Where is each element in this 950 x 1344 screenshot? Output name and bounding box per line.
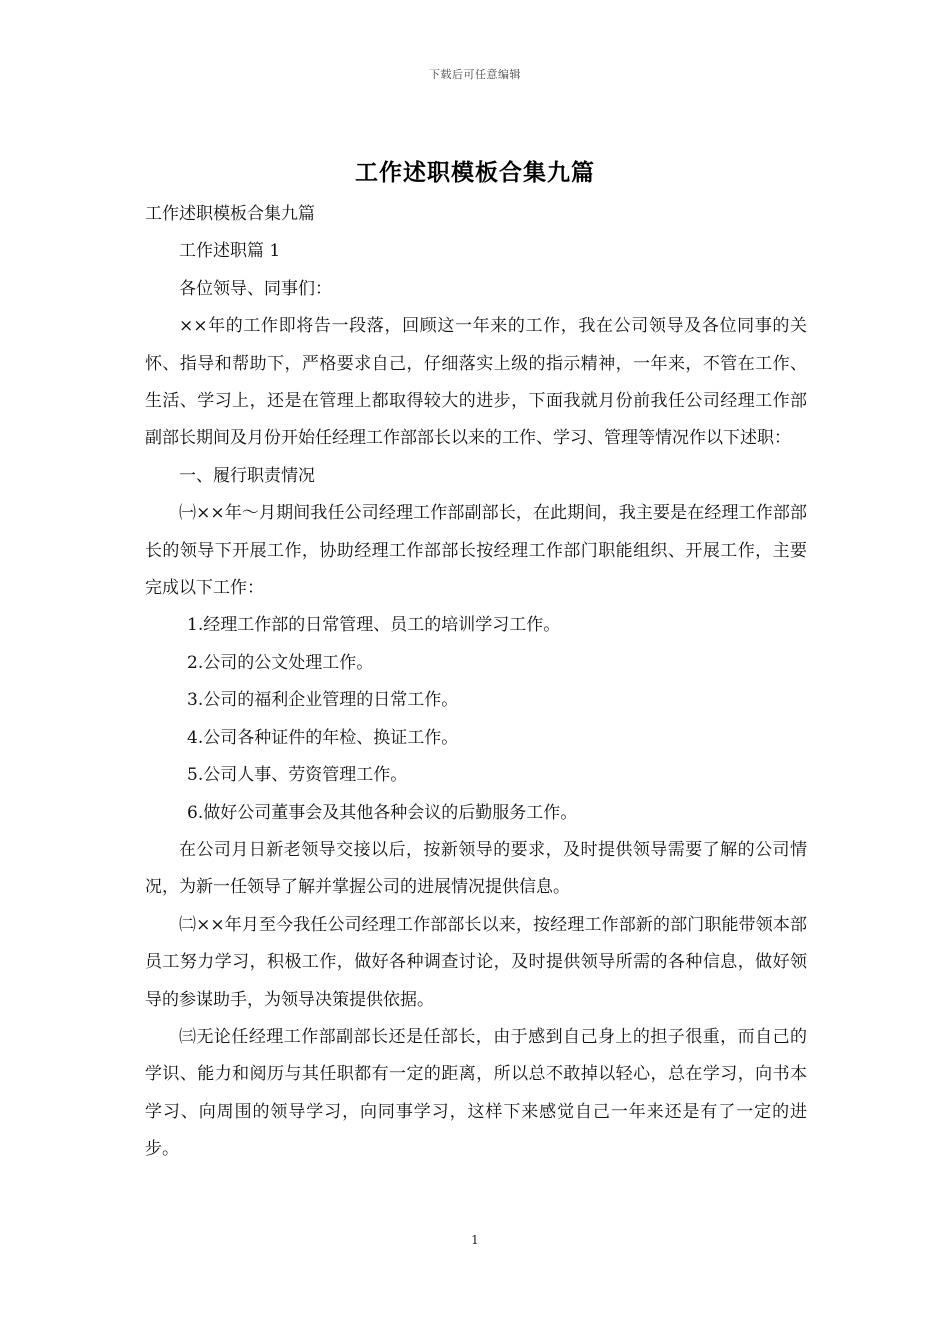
list-item: 4.公司各种证件的年检、换证工作。 bbox=[187, 727, 459, 748]
header-note: 下载后可任意编辑 bbox=[429, 68, 521, 81]
body-paragraph: 工作述职模板合集九篇 bbox=[145, 204, 315, 224]
body-paragraph: 工作述职篇 1 bbox=[179, 241, 281, 262]
page-number: 1 bbox=[471, 1233, 479, 1247]
body-paragraph: 各位领导、同事们： bbox=[179, 278, 332, 299]
list-item: 3.公司的福利企业管理的日常工作。 bbox=[187, 690, 459, 711]
body-paragraph: ㈠××年～月期间我任公司经理工作部副部长，在此期间，我主要是在经理工作部部长的领导下开展工作，协助经理工作部部长按经理工作部门职能组织、开展工作，主要完成以下工作： bbox=[145, 503, 807, 599]
body-paragraph: 在公司月日新老领导交接以后，按新领导的要求，及时提供领导需要了解的公司情况，为新一任领导了解并掌握公司的进展情况提供信息。 bbox=[145, 839, 807, 898]
body-paragraph: ㈡××年月至今我任公司经理工作部部长以来，按经理工作部新的部门职能带领本部员工努力学习，积极工作，做好各种调查讨论，及时提供领导所需的各种信息，做好领导的参谋助手，为领导决策提供依据。 bbox=[145, 914, 807, 1010]
list-item: 5.公司人事、劳资管理工作。 bbox=[187, 765, 408, 786]
list-item: 2.公司的公文处理工作。 bbox=[187, 652, 374, 673]
list-item: 1.经理工作部的日常管理、员工的培训学习工作。 bbox=[187, 615, 561, 636]
body-paragraph: ××年的工作即将告一段落，回顾这一年来的工作，我在公司领导及各位同事的关怀、指导和帮助下，严格要求自己，仔细落实上级的指示精神，一年来，不管在工作、生活、学习上，还是在管理上都取得较大的进步，下面我就月份前我任公司经理工作部副部长期间及月份开始任经理工作部部长以来的工作、学习、管理等情况作以下述职： bbox=[145, 316, 807, 449]
list-item: 6.做好公司董事会及其他各种会议的后勤服务工作。 bbox=[187, 802, 578, 823]
body-paragraph: ㈢无论任经理工作部副部长还是任部长，由于感到自己身上的担子很重，而自己的学识、能力和阅历与其任职都有一定的距离，所以总不敢掉以轻心，总在学习，向书本学习、向周围的领导学习，向同事学习，这样下来感觉自己一年来还是有了一定的进步。 bbox=[145, 1026, 807, 1160]
document-title: 工作述职模板合集九篇 bbox=[355, 159, 595, 186]
section-heading: 一、履行职责情况 bbox=[179, 465, 315, 486]
document-body bbox=[145, 196, 807, 1169]
